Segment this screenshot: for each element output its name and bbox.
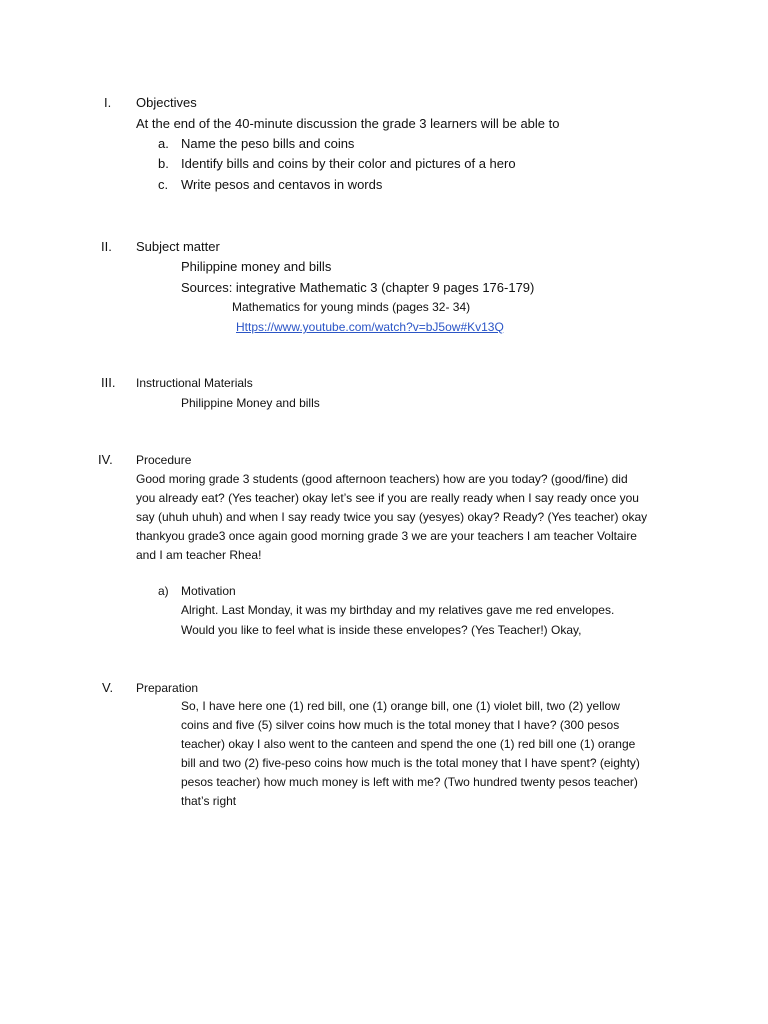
preparation-line-3: teacher) okay I also went to the canteen and spend the one (1) red bill one (1) orange <box>181 737 636 751</box>
objectives-heading: Objectives <box>136 95 197 110</box>
objective-marker-c: c. <box>158 177 169 192</box>
procedure-line-2: you already eat? (Yes teacher) okay let’s see if you are really ready when I say ready once you <box>136 491 639 505</box>
objective-marker-a: a. <box>158 136 169 151</box>
procedure-line-1: Good moring grade 3 students (good afternoon teachers) how are you today? (good/fine) did <box>136 472 628 486</box>
procedure-line-5: and I am teacher Rhea! <box>136 548 262 562</box>
objective-item-b: Identify bills and coins by their color and pictures of a hero <box>181 156 516 171</box>
objectives-numeral: I. <box>104 95 112 110</box>
objective-item-a: Name the peso bills and coins <box>181 136 355 151</box>
preparation-heading: Preparation <box>136 681 199 695</box>
motivation-line-2: Would you like to feel what is inside these envelopes? (Yes Teacher!) Okay, <box>181 623 582 637</box>
subject-matter-heading: Subject matter <box>136 239 220 254</box>
materials-text: Philippine Money and bills <box>181 396 320 410</box>
motivation-marker: a) <box>158 584 169 598</box>
motivation-heading: Motivation <box>181 584 236 598</box>
procedure-heading: Procedure <box>136 453 192 467</box>
subject-matter-topic: Philippine money and bills <box>181 259 332 274</box>
procedure-line-3: say (uhuh uhuh) and when I say ready twice you say (yesyes) okay? Ready? (Yes teacher) okay <box>136 510 648 524</box>
subject-matter-sources: Sources: integrative Mathematic 3 (chapter 9 pages 176-179) <box>181 280 535 295</box>
preparation-line-4: bill and two (2) five-peso coins how much is the total money that I have spent? (eighty) <box>181 756 640 770</box>
subject-matter-source-2: Mathematics for young minds (pages 32- 34) <box>232 300 471 314</box>
preparation-line-1: So, I have here one (1) red bill, one (1) orange bill, one (1) violet bill, two (2) yellow <box>181 699 620 713</box>
preparation-numeral: V. <box>102 680 114 695</box>
objective-item-c: Write pesos and centavos in words <box>181 177 383 192</box>
preparation-line-6: that’s right <box>181 794 237 808</box>
materials-numeral: III. <box>101 375 116 390</box>
preparation-line-2: coins and five (5) silver coins how much is the total money that I have? (300 pesos <box>181 718 620 732</box>
youtube-link[interactable]: Https://www.youtube.com/watch?v=bJ5ow#Kv13Q <box>236 320 504 334</box>
materials-heading: Instructional Materials <box>136 376 253 390</box>
preparation-line-5: pesos teacher) how much money is left with me? (Two hundred twenty pesos teacher) <box>181 775 638 789</box>
objectives-intro: At the end of the 40-minute discussion the grade 3 learners will be able to <box>136 116 560 131</box>
objective-marker-b: b. <box>158 156 169 171</box>
procedure-numeral: IV. <box>98 452 113 467</box>
motivation-line-1: Alright. Last Monday, it was my birthday and my relatives gave me red envelopes. <box>181 603 615 617</box>
subject-matter-numeral: II. <box>101 239 112 254</box>
procedure-line-4: thankyou grade3 once again good morning grade 3 we are your teachers I am teacher Voltaire <box>136 529 637 543</box>
